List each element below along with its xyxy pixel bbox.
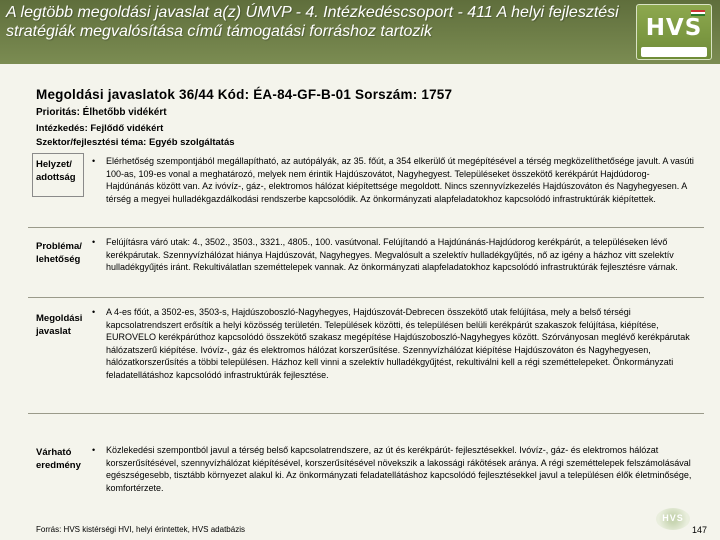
logo-subtitle-bar: [641, 47, 707, 57]
row-label-situation: Helyzet/ adottság: [36, 159, 76, 183]
footer-logo-text: HVS: [662, 513, 684, 523]
footer-hvs-logo-icon: [656, 508, 690, 530]
row-label-problem: Probléma/ lehetőség: [36, 241, 82, 265]
priority-text: Prioritás: Élhetőbb vidékért: [36, 107, 167, 118]
action-text: Intézkedés: Fejlődő vidékért: [36, 123, 164, 134]
logo-text: HVS: [645, 15, 703, 41]
bullet-icon: •: [92, 307, 96, 317]
page-title: Megoldási javaslatok 36/44 Kód: ÉA-84-GF-B-01 Sorszám: 1757: [36, 87, 453, 102]
bullet-icon: •: [92, 445, 96, 455]
header-banner: [0, 0, 720, 64]
sector-text: Szektor/fejlesztési téma: Egyéb szolgáltatás: [36, 137, 235, 148]
row-text-problem: Felújításra váró utak: 4., 3502., 3503., 3321., 4805., 100. vasútvonal. Felújítandó a Hajdúnánás-Hajdúdorog kerékpárút, a településeken lévő kerékpárutak. Szennyvízhálózat hiánya Hajdúszovát, Nagyhegyes. Megvalósult a szelektív hulladékgyűjtés, nő az igény a házhoz vitt szelektív hulladékgyűjtés iránt. Rekultiválatlan szeméttelepek vannak. Az önkormányzati alapfeladatokhoz kapcsolódó infrastruktúrák fejlesztésre várnak.: [106, 237, 678, 273]
row-divider: [28, 227, 704, 228]
row-text-result: Közlekedési szempontból javul a térség belső kapcsolatrendszere, az út és kerékpárút- fejlesztésekkel. Ivóvíz-, gáz- és elektromos hálózat korszerűsítésével, szennyvízhálózat kiépítésével, korszerűsítésével növekszik a lakossági rákötések aránya. A régi szeméttelepek felszámolásával egészségesebb, tisztább környezet alakul ki. Az önkormányzati feladatellátáshoz kapcsolódó fejlesztésekkel javul a településen élők életminősége, komfortérzete.: [106, 445, 692, 493]
row-divider: [28, 297, 704, 298]
bullet-icon: •: [92, 156, 96, 166]
footer-source: Forrás: HVS kistérségi HVI, helyi érintettek, HVS adatbázis: [36, 525, 245, 534]
hvs-logo-icon: [636, 4, 712, 60]
row-text-situation: Elérhetőség szempontjából megállapítható, az autópályák, az 35. főút, a 354 elkerülő út megépítésével a térség megközelíthetősége javult. A vasúti 100-as, 109-es vonal a meghatározó, melyek nem érintik Hajdúszovátot, Nagyhegyest. Településeket összekötő kerékpárút Hajdúdorog-Hajdúnánás között van. Az ivóvíz-, gáz-, elektromos hálózat kiépítettsége megoldott. Nincs szennyvízkezelés Hajdúszováton és Nagyhegyesen. A térség a megyei hulladékgazdálkodási rendszerbe kapcsolódik. Az önkormányzati alapfeladatokhoz kapcsolódó infrastruktúrák kiépítettek.: [106, 156, 694, 204]
header-title: A legtöbb megoldási javaslat a(z) ÚMVP - 4. Intézkedéscsoport - 411 A helyi fejlesztési stratégiák megvalósítása című támogatási forráshoz tartozik: [6, 4, 619, 40]
bullet-icon: •: [92, 237, 96, 247]
row-divider: [28, 413, 704, 414]
row-label-result: Várható eredmény: [36, 447, 81, 471]
page-number: 147: [692, 525, 708, 535]
row-text-solution: A 4-es főút, a 3502-es, 3503-s, Hajdúszoboszló-Nagyhegyes, Hajdúszovát-Debrecen összekötő utak felújítása, mely a belső térségi kapcsolatrendszert erősítik a helyi közösség területén. Települések közötti, és településen belüli kerékpárút szakaszok felújítása, kiépítése, EUROVELO kerékpárúthoz kapcsolódó összekötő szakasz megépítése Hajdúszoboszló-Nagyhegyes között. Szórványosan meglévő kerékpárutak hálózatszerű kiépítése. Ivóvíz-, gáz és elektromos hálózat korszerűsítése. Szennyvízhálózat kiépítése Hajdúszováton és Nagyhegyesen, hálózatkorszerűsítés a többi településen. Házhoz kell vinni a szelektív hulladékgyűjtést, rekultiválni kell a régi szeméttelepeket. Önkormányzati feladatellátáshoz kapcsolódó infrastruktúrák fejlesztése.: [106, 307, 690, 380]
row-label-solution: Megoldási javaslat: [36, 313, 83, 337]
